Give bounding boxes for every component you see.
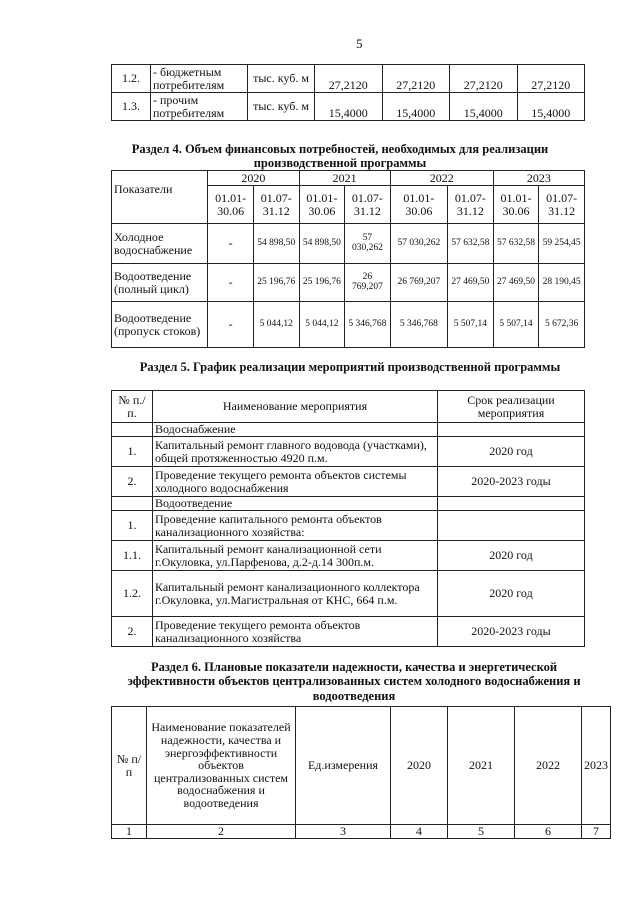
section6-table bbox=[111, 706, 611, 839]
row-term: 2020 год bbox=[438, 541, 585, 571]
row-num bbox=[112, 423, 153, 437]
table-row bbox=[112, 511, 585, 541]
year-header: 2023 bbox=[582, 707, 611, 825]
period-header: 01.07-31.12 bbox=[345, 186, 391, 224]
cell-value: 54 898,50 bbox=[253, 224, 299, 264]
period-header: 01.07-31.12 bbox=[539, 186, 585, 224]
table-row bbox=[112, 541, 585, 571]
table-row bbox=[112, 437, 585, 467]
table-row bbox=[112, 423, 585, 437]
row-name: Водоотведение (пропуск стоков) bbox=[112, 302, 208, 348]
period-header: 01.07-31.12 bbox=[253, 186, 299, 224]
cell-value: 5 672,36 bbox=[539, 302, 585, 348]
cell-value: 57 030,262 bbox=[390, 224, 447, 264]
year-header: 2021 bbox=[448, 707, 515, 825]
row-name: Проведение текущего ремонта объектов системы холодного водоснабжения bbox=[153, 467, 438, 497]
cell-value: - bbox=[208, 302, 254, 348]
cell-value: 5 507,14 bbox=[493, 302, 539, 348]
table-top bbox=[111, 64, 585, 121]
row-num: 1.2. bbox=[112, 571, 153, 617]
table-row bbox=[112, 825, 611, 839]
year-header: 2022 bbox=[390, 171, 493, 186]
year-header: 2022 bbox=[515, 707, 582, 825]
row-unit: тыс. куб. м bbox=[248, 65, 315, 93]
cell-value: 15,4000 bbox=[382, 93, 450, 121]
cell-value: 59 254,45 bbox=[539, 224, 585, 264]
col-term: Срок реализации мероприятия bbox=[438, 391, 585, 423]
table-row bbox=[112, 302, 585, 348]
col-num: № п/п bbox=[112, 707, 147, 825]
cell-value: 27,2120 bbox=[517, 65, 585, 93]
index-cell: 7 bbox=[582, 825, 611, 839]
row-name: Капитальный ремонт канализационной сети г.Окуловка, ул.Парфенова, д.2-д.14 300п.м. bbox=[153, 541, 438, 571]
cell-value: 26 769,207 bbox=[345, 264, 391, 302]
row-term: 2020 год bbox=[438, 571, 585, 617]
cell-value: 28 190,45 bbox=[539, 264, 585, 302]
cell-value: 57 632,58 bbox=[493, 224, 539, 264]
index-cell: 1 bbox=[112, 825, 147, 839]
table-row bbox=[112, 264, 585, 302]
row-unit: тыс. куб. м bbox=[248, 93, 315, 121]
table-header-row bbox=[112, 707, 611, 825]
row-term: 2020 год bbox=[438, 437, 585, 467]
cell-value: 26 769,207 bbox=[390, 264, 447, 302]
col-name: Наименование мероприятия bbox=[153, 391, 438, 423]
row-num: 2. bbox=[112, 617, 153, 647]
year-header: 2021 bbox=[299, 171, 390, 186]
col-num: № п./п. bbox=[112, 391, 153, 423]
cell-value: 15,4000 bbox=[517, 93, 585, 121]
table-row bbox=[112, 93, 585, 121]
table-row bbox=[112, 467, 585, 497]
row-name: - прочим потребителям bbox=[151, 93, 248, 121]
period-header: 01.01-30.06 bbox=[493, 186, 539, 224]
table-row bbox=[112, 571, 585, 617]
row-name: Водоотведение (полный цикл) bbox=[112, 264, 208, 302]
col-name: Наименование показателей надежности, качества и энергоэффективности объектов централизованных систем водоснабжения и водоотведения bbox=[147, 707, 296, 825]
row-name: Капитальный ремонт главного водовода (участками), общей протяженностью 4920 п.м. bbox=[153, 437, 438, 467]
table-row bbox=[112, 617, 585, 647]
section5-title: Раздел 5. График реализации мероприятий производственной программы bbox=[139, 360, 561, 374]
year-header: 2020 bbox=[391, 707, 448, 825]
row-term bbox=[438, 497, 585, 511]
row-num: 1. bbox=[112, 437, 153, 467]
period-header: 01.01-30.06 bbox=[208, 186, 254, 224]
table-row bbox=[112, 224, 585, 264]
row-num: 1.1. bbox=[112, 541, 153, 571]
cell-value: 5 044,12 bbox=[253, 302, 299, 348]
col-indicators: Показатели bbox=[112, 171, 208, 224]
index-cell: 2 bbox=[147, 825, 296, 839]
index-cell: 6 bbox=[515, 825, 582, 839]
cell-value: 15,4000 bbox=[450, 93, 518, 121]
row-num bbox=[112, 497, 153, 511]
row-term bbox=[438, 423, 585, 437]
cell-value: 57 030,262 bbox=[345, 224, 391, 264]
table-header-row bbox=[112, 171, 585, 186]
row-name: - бюджетным потребителям bbox=[151, 65, 248, 93]
index-cell: 5 bbox=[448, 825, 515, 839]
page-number: 5 bbox=[356, 36, 363, 51]
year-header: 2020 bbox=[208, 171, 299, 186]
row-name: Проведение текущего ремонта объектов канализационного хозяйства bbox=[153, 617, 438, 647]
row-term bbox=[438, 511, 585, 541]
section4-table bbox=[111, 170, 585, 348]
row-name: Водоотведение bbox=[153, 497, 438, 511]
cell-value: - bbox=[208, 224, 254, 264]
cell-value: 5 507,14 bbox=[448, 302, 494, 348]
row-name: Водоснабжение bbox=[153, 423, 438, 437]
period-header: 01.01-30.06 bbox=[299, 186, 345, 224]
cell-value: 27,2120 bbox=[315, 65, 383, 93]
row-term: 2020-2023 годы bbox=[438, 617, 585, 647]
table-row bbox=[112, 65, 585, 93]
cell-value: 27,2120 bbox=[450, 65, 518, 93]
cell-value: 5 346,768 bbox=[345, 302, 391, 348]
cell-value: 27 469,50 bbox=[448, 264, 494, 302]
table-header-row bbox=[112, 391, 585, 423]
cell-value: 57 632,58 bbox=[448, 224, 494, 264]
row-term: 2020-2023 годы bbox=[438, 467, 585, 497]
row-name: Проведение капитального ремонта объектов канализационного хозяйства: bbox=[153, 511, 438, 541]
year-header: 2023 bbox=[493, 171, 584, 186]
cell-value: 27 469,50 bbox=[493, 264, 539, 302]
section5-table bbox=[111, 390, 585, 647]
row-num: 1.3. bbox=[112, 93, 151, 121]
cell-value: 54 898,50 bbox=[299, 224, 345, 264]
index-cell: 4 bbox=[391, 825, 448, 839]
period-header: 01.07-31.12 bbox=[448, 186, 494, 224]
section4-title: Раздел 4. Объем финансовых потребностей, необходимых для реализации производственной программы bbox=[131, 142, 549, 171]
row-name: Капитальный ремонт канализационного коллектора г.Окуловка, ул.Магистральная от КНС, 664 п.м. bbox=[153, 571, 438, 617]
cell-value: 27,2120 bbox=[382, 65, 450, 93]
cell-value: 5 346,768 bbox=[390, 302, 447, 348]
cell-value: 5 044,12 bbox=[299, 302, 345, 348]
cell-value: - bbox=[208, 264, 254, 302]
row-num: 2. bbox=[112, 467, 153, 497]
section6-title: Раздел 6. Плановые показатели надежности, качества и энергетической эффективности объектов централизованных систем холодного водоснабжения и водоотведения bbox=[127, 660, 581, 703]
table-row bbox=[112, 497, 585, 511]
col-unit: Ед.измерения bbox=[296, 707, 391, 825]
row-name: Холодное водоснабжение bbox=[112, 224, 208, 264]
row-num: 1. bbox=[112, 511, 153, 541]
cell-value: 25 196,76 bbox=[299, 264, 345, 302]
period-header: 01.01-30.06 bbox=[390, 186, 447, 224]
cell-value: 15,4000 bbox=[315, 93, 383, 121]
cell-value: 25 196,76 bbox=[253, 264, 299, 302]
index-cell: 3 bbox=[296, 825, 391, 839]
row-num: 1.2. bbox=[112, 65, 151, 93]
